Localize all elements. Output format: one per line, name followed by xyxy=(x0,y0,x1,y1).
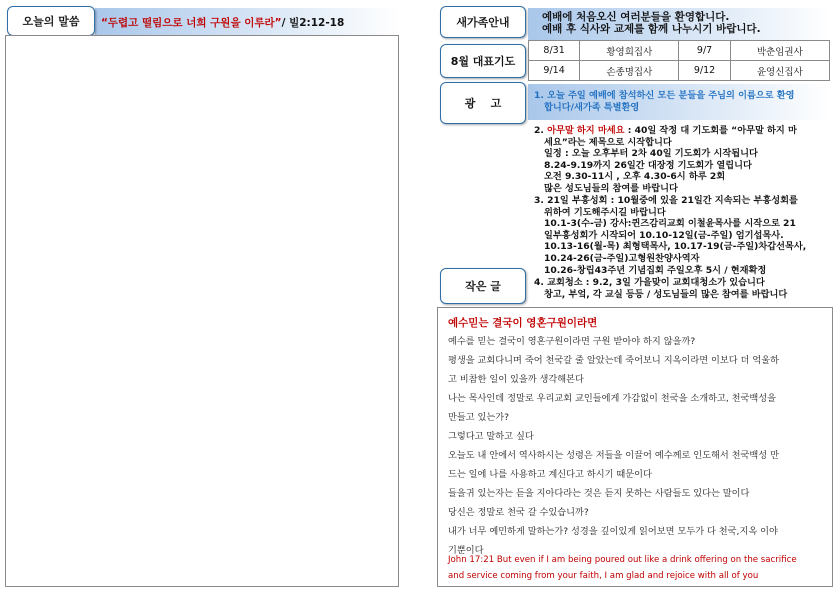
scripture-text xyxy=(95,8,405,36)
announcement-2-highlight: 아무말 하지 마세요 xyxy=(547,125,625,136)
essay-title: 예수믿는 결국이 영혼구원이라면 xyxy=(448,317,598,329)
welcome-line-1: 예배에 처음오신 여러분들을 환영합니다. xyxy=(542,11,730,23)
todays-word-label-text: 오늘의 말씀 xyxy=(22,15,80,28)
essay-line: 그렇다고 말하고 싶다 xyxy=(448,431,534,442)
essay-label xyxy=(440,268,526,304)
essay-line: 드는 일에 나를 사용하고 계신다고 하시기 때문이다 xyxy=(448,469,652,480)
welcome-line-2: 예배 후 식사와 교제를 함께 나누시기 바랍니다. xyxy=(542,23,761,35)
prayer-label xyxy=(440,44,526,78)
essay-label-text: 작은 글 xyxy=(465,280,501,293)
essay-line: 내가 너무 예민하게 말하는가? 성경을 깊이있게 읽어보면 모두가 다 천국,지옥 이야 xyxy=(448,526,778,537)
welcome-message xyxy=(542,11,761,35)
essay-line: 고 비참한 일이 있을까 생각해본다 xyxy=(448,374,584,385)
announcement-3-line-2: 위하여 기도해주시길 바랍니다 xyxy=(544,206,666,218)
essay-line: 나는 목사인데 정말로 우리교회 교인들에게 가감없이 천국을 소개하고, 천국백성을 xyxy=(448,393,777,404)
prayer-date: 8/31 xyxy=(529,41,580,61)
prayer-schedule-table xyxy=(528,40,830,81)
prayer-leader: 황영희집사 xyxy=(580,41,679,61)
essay-line: 만들고 있는가? xyxy=(448,412,510,423)
prayer-leader: 손종명집사 xyxy=(580,61,679,81)
announcement-3-line-3: 10.1-3(수-금) 강사:퀸즈감리교회 이철윤목사를 시작으로 21 xyxy=(544,218,796,230)
prayer-date: 9/12 xyxy=(679,61,730,81)
prayer-date: 9/14 xyxy=(529,61,580,81)
announcement-2-line-5: 오전 9.30-11시 , 오후 4.30-6시 하루 2회 xyxy=(544,171,726,183)
announcement-1 xyxy=(534,90,830,113)
announcement-3-line-1: 3. 21일 부흥성회 : 10월중에 있을 21일간 지속되는 부흥성회를 xyxy=(534,195,798,206)
scripture-quote: “두렵고 떨림으로 너희 구원을 이루라” xyxy=(101,16,282,29)
newcomer-label-text: 새가족안내 xyxy=(456,16,510,29)
essay-line: 기뿐이다 xyxy=(448,545,484,556)
announcement-3-line-7: 10.26-창립43주년 기념집회 주일오후 5시 / 현재확정 xyxy=(544,264,767,276)
announcement-2 xyxy=(534,125,830,195)
essay-line: 오늘도 내 안에서 역사하시는 성령은 저들을 이끌어 예수께로 인도해서 천국백성 만 xyxy=(448,450,779,461)
announcement-2-line-1 xyxy=(534,125,830,137)
essay-line: 당신은 정말로 천국 갈 수있습니까? xyxy=(448,507,589,518)
announcement-3-line-4: 일부흥성회가 시작되어 10.10-12일(금-주일) 엄기섭목사. xyxy=(544,229,784,241)
essay-line: 평생을 교회다니며 죽어 천국갈 줄 알았는데 죽어보니 지옥이라면 이보다 더 억울하 xyxy=(448,355,779,366)
announcement-2-number: 2. xyxy=(534,125,548,136)
announcement-4 xyxy=(534,277,830,300)
table-row xyxy=(529,41,830,61)
table-row xyxy=(529,61,830,81)
announcement-3 xyxy=(534,195,830,276)
left-content-panel xyxy=(5,35,399,587)
newcomer-label xyxy=(440,6,526,38)
essay-line: 들을귀 있는자는 듣을 지아다라는 것은 듣지 못하는 사람들도 있다는 말이다 xyxy=(448,488,750,499)
announcement-2-line-4: 8.24-9.19까지 26일간 대장정 기도회가 열립니다 xyxy=(544,159,752,171)
prayer-leader: 윤영신집사 xyxy=(730,61,829,81)
announce-label xyxy=(440,82,526,124)
todays-word-label xyxy=(7,6,95,36)
announcement-1-line-2: 합니다/새가족 특별환영 xyxy=(544,101,640,113)
prayer-leader: 박춘임권사 xyxy=(730,41,829,61)
announcement-2-rest: : 40일 작정 대 기도회를 “아무말 하지 마 xyxy=(624,125,797,136)
announcement-3-line-6: 10.24-26(금-주일)고형원찬양사역자 xyxy=(544,252,700,264)
announcement-2-line-6: 많은 성도님들의 참여를 바랍니다 xyxy=(544,182,678,194)
scripture-reference: / 빌2:12-18 xyxy=(281,16,345,29)
prayer-label-text: 8월 대표기도 xyxy=(450,55,516,68)
announcement-3-line-5: 10.13-16(월-목) 최형택목사, 10.17-19(금-주일)차갑선목사, xyxy=(544,241,807,253)
announcement-2-line-2: 세요”라는 제목으로 시작합니다 xyxy=(544,136,672,148)
announcement-4-line-1: 4. 교회청소 : 9.2, 3일 가을맞이 교회대청소가 있습니다 xyxy=(534,277,765,288)
announce-label-text: 광 고 xyxy=(464,97,502,110)
announcement-2-line-3: 일정 : 오늘 오후부터 2차 40일 기도회가 시작됩니다 xyxy=(544,148,758,160)
prayer-date: 9/7 xyxy=(679,41,730,61)
verse-line-1: John 17:21 But even if I am being poured out like a drink offering on the sacrifice xyxy=(448,555,797,565)
essay-line: 예수를 믿는 결국이 영혼구원이라면 구원 받아야 하지 않을까? xyxy=(448,336,696,347)
announcement-1-line-1: 1. 오늘 주일 예배에 참석하신 모든 분들을 주님의 이름으로 환영 xyxy=(534,90,795,101)
announcement-4-line-2: 창고, 부엌, 각 교실 등등 / 성도님들의 많은 참여를 바랍니다 xyxy=(544,288,788,300)
verse-line-2: and service coming from your faith, I am glad and rejoice with all of you xyxy=(448,571,759,581)
